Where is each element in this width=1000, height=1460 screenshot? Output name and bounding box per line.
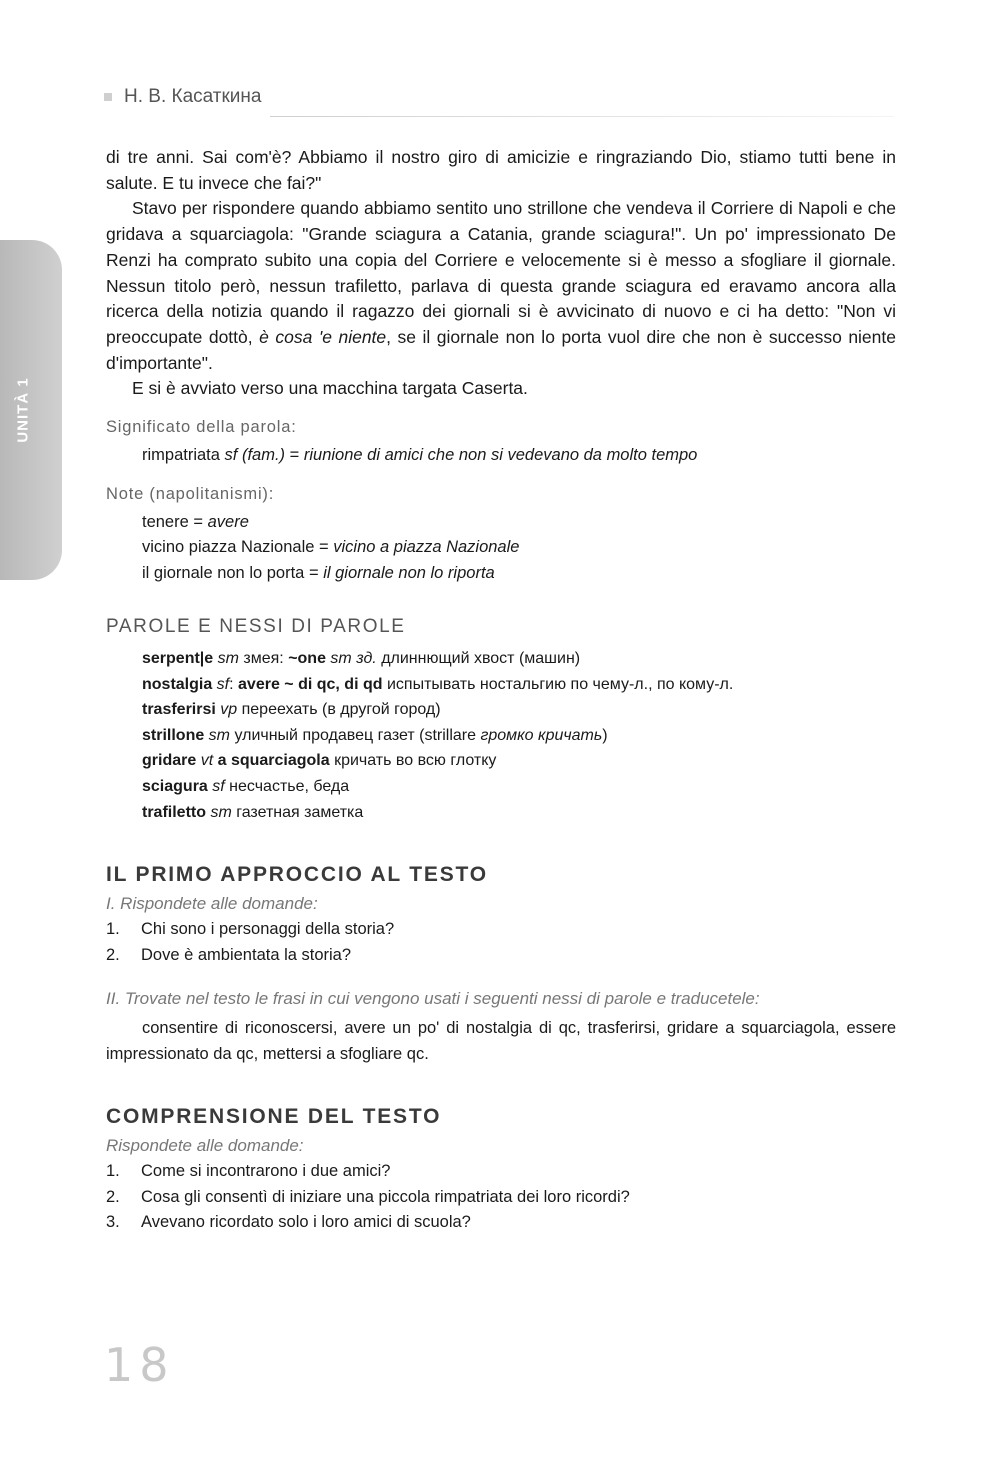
note-term: vicino piazza Nazionale [142,538,315,557]
item-number: 1. [106,1162,120,1181]
list-item [106,917,896,943]
header-bullet-icon [104,93,112,101]
header-author: Н. В. Касаткина [124,86,262,107]
approccio-title: IL PRIMO APPROCCIO AL TESTO [106,863,488,887]
unit-side-tab [0,240,62,580]
task-label: I. Rispondete alle domande: [106,894,318,914]
note-item [142,535,896,561]
page-content [106,145,896,1236]
note-meaning: avere [207,512,249,531]
unit-label: UNITÀ 1 [14,377,32,443]
vocab-grammar: sm зд. [325,650,377,668]
vocab-word: sciagura [142,778,208,795]
vocab-word: gridare [142,752,197,770]
vocab-word: trasferirsi [142,701,216,719]
note-list [106,510,896,587]
vocab-translation: переехать (в другой город) [237,701,441,719]
vocab-word: nostalgia [142,675,213,693]
vocab-translation: уличный продавец газет (strillare [230,726,481,744]
item-text: Dove è ambientata la storia? [141,945,352,964]
running-header [104,86,894,108]
vocab-word: serpent|e [142,650,214,668]
paragraph [106,196,896,376]
note-meaning: vicino a piazza Nazionale [333,538,520,557]
vocab-grammar: sf [207,778,225,795]
vocab-grammar: vp [215,701,238,719]
note-item [142,561,896,587]
significato-word: rimpatriata [142,446,220,465]
vocab-translation: змея: [238,650,289,668]
header-rule [270,116,894,117]
vocab-title: PAROLE E NESSI DI PAROLE [106,616,406,638]
paragraph: di tre anni. Sai com'è? Abbiamo il nostro giro di amicizie e ringraziando Dio, stiamo tutti bene in salute. E tu invece che fai?" [106,147,896,193]
vocab-translation: кричать во всю глотку [329,752,497,770]
vocab-translation: : [229,675,239,693]
dialect-phrase: è cosa 'e niente [259,326,387,347]
vocab-grammar: sf [212,675,230,693]
vocab-grammar: sm [213,650,239,668]
equals-sign: = [319,538,329,557]
vocab-item [142,697,896,723]
phrases-text: consentire di riconoscersi, avere un po' di nostalgia di qc, trasferirsi, gridare a squarciagola, essere impressionato da qc, mettersi a sfogliare qc. [106,1019,896,1063]
note-label: Note (napolitanismi): [106,484,275,503]
item-number: 1. [106,920,120,939]
vocab-item [142,800,896,826]
vocab-item [142,672,896,698]
note-term: il giornale non lo porta [142,563,305,582]
significato-grammar: sf (fam.) [224,446,286,465]
vocab-item [142,748,896,774]
significato-label: Significato della parola: [106,418,297,437]
vocab-derivative: a squarciagola [217,752,330,770]
item-number: 3. [106,1213,120,1232]
vocab-word: trafiletto [142,803,206,821]
list-item [106,1185,896,1211]
story-text [106,145,896,402]
note-item [142,510,896,536]
task-label: II. Trovate nel testo le frasi in cui vengono usati i seguenti nessi di parole e traducetele: [106,989,760,1009]
list-item [106,1210,896,1236]
item-number: 2. [106,945,120,964]
item-text: Avevano ricordato solo i loro amici di scuola? [141,1213,471,1232]
page-number: 18 [104,1338,175,1392]
item-text: Chi sono i personaggi della storia? [141,920,395,939]
vocab-word: strillone [142,726,205,744]
vocab-grammar: sm [206,803,232,821]
vocab-item [142,774,896,800]
list-item [106,943,896,969]
vocab-list [106,646,896,825]
vocab-derivative: avere ~ di qc, di qd [238,675,383,693]
paragraph-text: Stavo per rispondere quando abbiamo sentito uno strillone che vendeva il Corriere di Napoli e che gridava a squarciagola: "Grande sciagura a Catania, grande sciagura!". Un po' impressionato De Renzi ha comprato subito una copia del Corriere e velocemente si è messo a sfogliare il giornale. Nessun titolo però, nessun trafiletto, parlava di questa grande sciagura ed eravamo ancora alla ricerca della notizia quando il ragazzo dei giornali si è avvicinato di nuovo e ci ha detto: "Non vi preoccupate dottò, [106,198,896,347]
vocab-derivative: ~one [288,650,326,668]
vocab-translation: газетная заметка [231,803,364,821]
question-list [106,1159,896,1236]
item-text: Come si incontrarono i due amici? [141,1162,391,1181]
vocab-translation: длиннющий хвост (машин) [376,650,581,668]
significato-entry [106,443,896,469]
vocab-translation: несчастье, беда [224,778,350,795]
note-term: tenere [142,512,189,531]
paragraph-text: , se il giornale non lo porta vuol dire che non è successo niente d'importante". [106,326,896,373]
equals-sign: = [289,446,300,465]
question-list [106,917,896,968]
task-label: Rispondete alle domande: [106,1136,304,1156]
item-text: Cosa gli consentì di iniziare una piccola rimpatriata dei loro ricordi? [141,1187,630,1206]
vocab-item [142,646,896,672]
vocab-translation: испытывать ностальгию по чему-л., по кому-л. [382,675,734,693]
vocab-grammar: громко кричать [480,726,603,744]
list-item [106,1159,896,1185]
vocab-item [142,723,896,749]
significato-definition: riunione di amici che non si vedevano da molto tempo [303,446,698,465]
equals-sign: = [193,512,204,531]
comprensione-title: COMPRENSIONE DEL TESTO [106,1105,442,1129]
vocab-grammar: sm [204,726,231,744]
item-number: 2. [106,1187,120,1206]
equals-sign: = [308,563,319,582]
paragraph: E si è avviato verso una macchina targata Caserta. [132,378,528,399]
note-meaning: il giornale non lo riporta [323,563,495,582]
vocab-grammar: vt [196,752,214,770]
vocab-translation: ) [602,726,608,744]
